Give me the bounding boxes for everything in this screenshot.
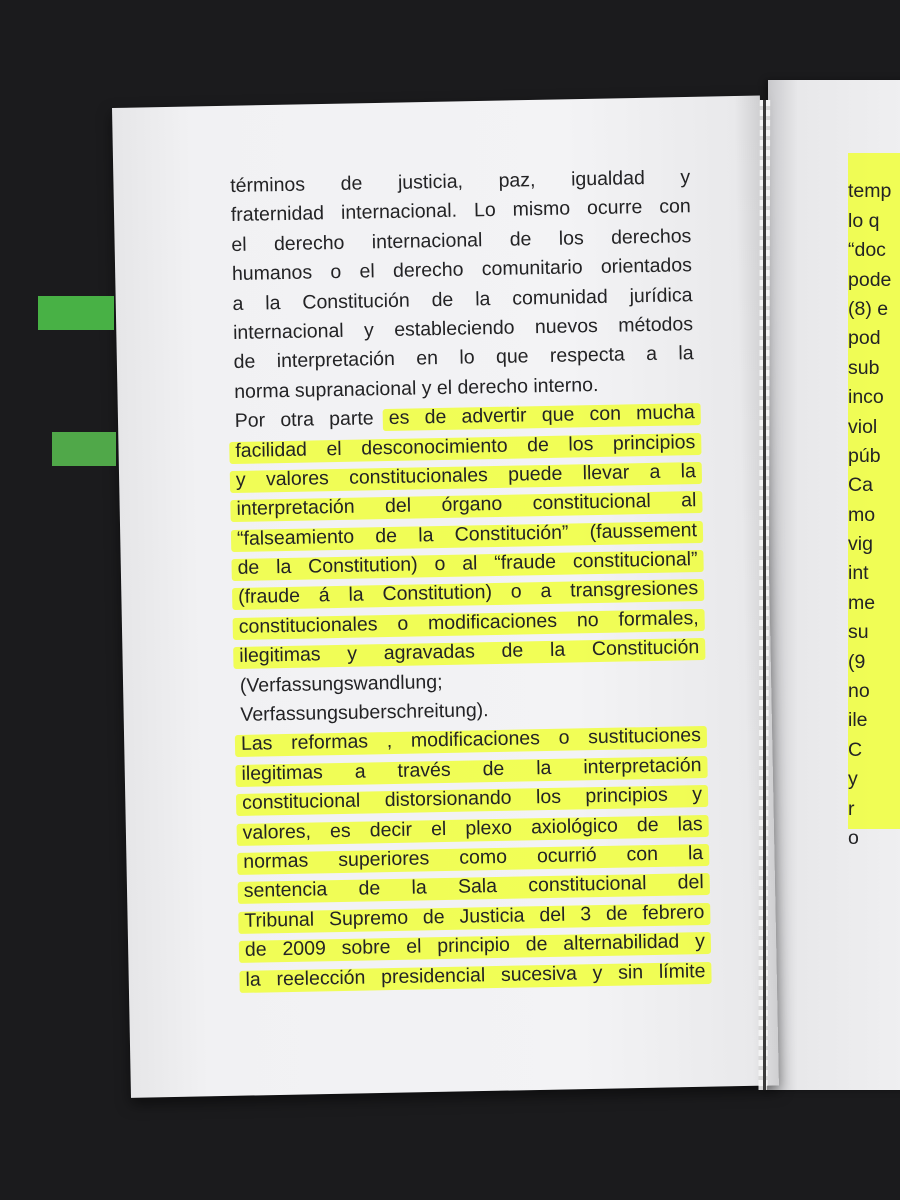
line-text: constitucional distorsionando los principios y [241,783,703,815]
line-text: ilegitimas a través de la interpretación [241,753,702,785]
fragment-text: pod [848,327,881,350]
fragment-text: temp [848,180,892,203]
fragment-text: Ca [848,474,873,497]
line-text: de 2009 sobre el principio de alternabilidad y [244,930,706,962]
fragment-text: inco [848,386,884,409]
line-text: Las reformas , modificaciones o sustituciones [240,724,702,756]
line-text: humanos o el derecho comunitario orientados [231,254,693,286]
fragment-text: su [848,621,869,644]
line-text: términos de justicia, paz, igualdad y [230,166,691,197]
fragment-text: (8) e [848,297,889,320]
fragment-text: vig [848,533,873,556]
line-text: (Verfassungswandlung; [239,670,443,697]
line-text: a la Constitución de la comunidad jurídica [232,283,693,315]
fragment-text: mo [848,503,876,526]
line-text: sentencia de la Sala constitucional del [243,871,704,903]
line-text: normas superiores como ocurrió con la [243,842,704,873]
line-text: ilegitimas y agravadas de la Constitución [239,636,700,668]
fragment-text: “doc [848,239,886,262]
line-text: interpretación del órgano constitucional al [236,489,697,521]
fragment-text: y [848,768,858,791]
fragment-line [848,148,900,203]
line-text: “falseamiento de la Constitución” (faussement [236,518,698,550]
line-text: el derecho internacional de los derechos [231,224,692,256]
fragment-text: int [848,562,869,585]
fragment-line [848,853,900,882]
line-text: fraternidad internacional. Lo mismo ocurre con [230,195,691,227]
line-text: de interpretación en lo que respecta a la [233,342,694,374]
fragment-text: púb [848,444,881,467]
fragment-text: (9 [848,650,866,673]
fragment-line [848,795,900,849]
fragment-text: lo q [848,209,880,232]
fragment-text: C [848,738,863,761]
sticky-tab-upper [38,296,114,330]
fragment-text: ile [848,709,868,732]
fragment-line [848,912,900,941]
line-text: norma supranacional y el derecho interno. [234,373,599,403]
line-text: la reelección presidencial sucesiva y sin límite [245,959,706,991]
line-text: de la Constitution) o al “fraude constitucional” [237,548,698,580]
fragment-line [848,883,900,912]
line-text: constitucionales o modificaciones no formales, [238,606,699,638]
fragment-text: r [848,797,855,820]
right-page-text [848,148,900,971]
fragment-text: pode [848,268,892,291]
fragment-line [848,942,900,971]
line-text: internacional y estableciendo nuevos métodos [232,313,694,344]
line-text: valores, es decir el plexo axiológico de las [242,812,703,844]
line-text: Verfassungsuberschreitung). [240,699,489,726]
line-text: Tribunal Supremo de Justicia del 3 de febrero [244,900,705,932]
fragment-text: me [848,591,876,614]
fragment-text: sub [848,356,880,379]
fragment-text: o [848,826,859,849]
left-page-text [230,163,706,995]
fragment-text: no [848,680,870,703]
sticky-tab-lower [52,432,116,466]
line-text: (fraude á la Constitution) o a transgresiones [237,577,699,609]
line-text: y valores constitucionales puede llevar a la [235,460,697,491]
binding-line [763,100,766,1090]
fragment-text: viol [848,415,878,438]
line-text: facilidad el desconocimiento de los principios [235,430,696,462]
line-text: Por otra parte es de advertir que con mucha [234,401,695,433]
